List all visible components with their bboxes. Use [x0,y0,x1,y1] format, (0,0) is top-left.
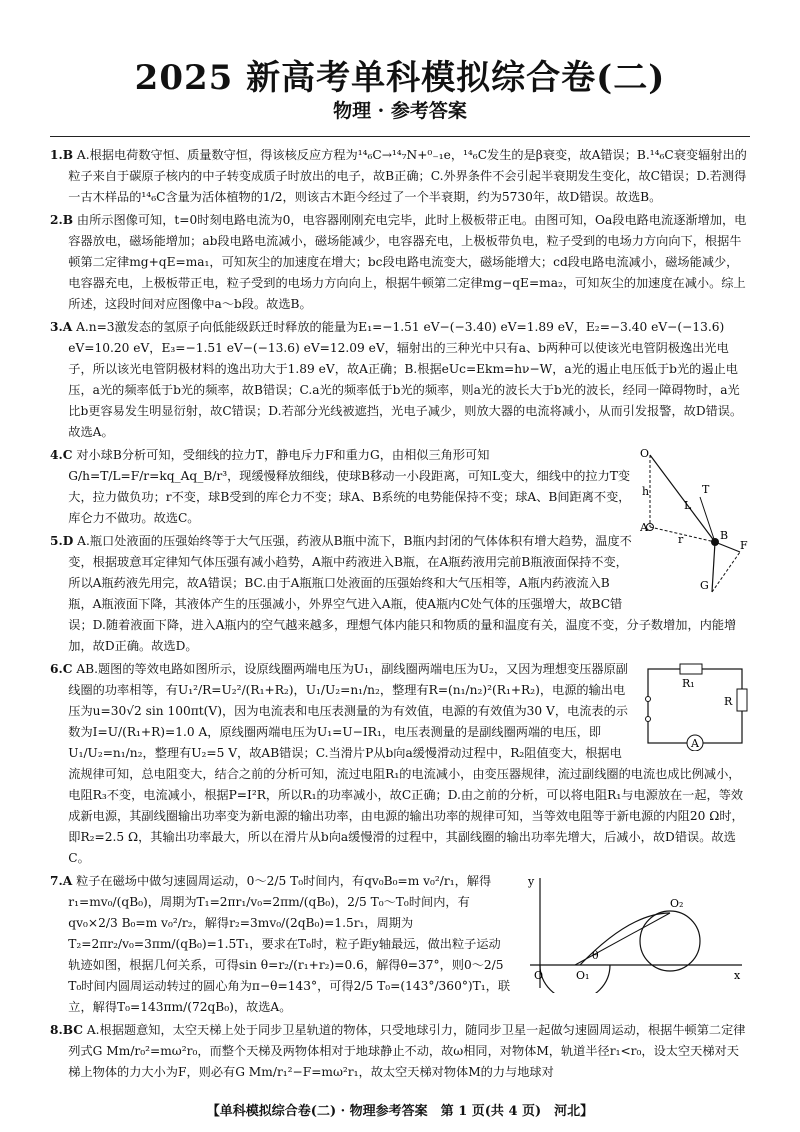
fig4-label-o: O [640,447,650,460]
answer-list [50,145,750,1085]
fig7-label-x: x [734,969,741,982]
fig7-label-y: y [528,875,535,888]
header-divider [50,136,750,137]
fig6-label-r: R [724,695,733,708]
figure-q4-triangle [640,447,750,597]
page-footer: 【单科模拟综合卷(二) · 物理参考答案 第 1 页(共 4 页) 河北】 [206,1104,594,1119]
line-ob [650,455,715,542]
resistor-r1 [680,664,702,674]
fig6-label-r1: R₁ [682,677,695,690]
line-gf [712,552,740,592]
answer-text: A.瓶口处液面的压强始终等于大气压强，药液从B瓶中流下，B瓶内封闭的气体体积有增大趋势，温度不变，根据玻意耳定律知气体压强有减小趋势，A瓶中药液进入B瓶，在A瓶药液用完前B瓶液面保持不变，所以A瓶药液先用完，故A错误；BC.由于A瓶瓶口处液面的压强始终和大气压相等，A瓶内药液流入B瓶，A瓶液面下降，其液体产生的压强减小，外界空气进入A瓶，使A瓶内C处气体的压强增大，故BC错误；D.随着液面下降，进入A瓶内的空气越来越多，理想气体内能只和物质的量和温度有关，温度不变，分子数增加，内能增加，故D正确。故选D。 [68,534,737,653]
answer-item-8 [50,1020,750,1083]
radius-line [575,913,670,965]
fig7-label-o2: O₂ [670,897,684,910]
answer-text: A.根据电荷数守恒、质量数守恒，得该核反应方程为¹⁴₆C→¹⁴₇N+⁰₋₁e，¹⁴₆C发生的是β衰变，故A错误；B.¹⁴₆C衰变辐射出的粒子来自于碳原子核内的中子转变成质子时放出的电子，故B正确；C.外界条件不会引起半衰期发生变化，故C错误；D.若测得一古木样品的¹⁴₆C含量为活体植物的1/2，则该古木距今经过了一个半衰期，约为5730年，故D错误。故选B。 [68,148,747,204]
answer-text: A.根据题意知，太空天梯上处于同步卫星轨道的物体，只受地球引力，随同步卫星一起做匀速圆周运动，根据牛顿第二定律列式G Mm/r₀²=mω²r₀，而整个天梯及两物体相对于地球静止不动，故ω相同，对物体M，轨道半径r₁<r₀，设太空天梯对天梯上物体的力大小为F，则必有G Mm/r₁²−F=mω²r₁，故太空天梯对物体M的力与地球对 [68,1023,746,1079]
answer-text: 由所示图像可知，t=0时刻电路电流为0，电容器刚刚充电完毕，此时上极板带正电。由图可知，Oa段电路电流逐渐增加，电容器放电，磁场能增加；ab段电路电流减小，磁场能减少，电容器充电，上极板带负电，粒子受到的电场力方向向下，根据牛顿第二定律mg+qE=ma₁，可知灰尘的加速度在增大；bc段电路电流变大，磁场能增大；cd段电路电流减小，磁场能减少，电容器充电，上极板带正电，粒子受到的电场力方向向上，根据牛顿第二定律mg−qE=ma₂，可知灰尘的加速度在减小。综上所述，这段时间对应图像中a～b段。故选B。 [68,213,747,311]
answer-item-2 [50,210,750,315]
fig4-label-g: G [700,579,709,592]
page-title: 2025 新高考单科模拟综合卷(二) [134,58,666,98]
answer-item-1 [50,145,750,208]
fig7-label-o1: O₁ [576,969,590,982]
fig7-label-o: O [534,969,544,982]
answer-number: 6.C [50,662,73,676]
force-f [715,542,740,552]
resistor-r [737,689,747,711]
fig7-label-theta: θ [592,949,599,962]
answer-number: 2.B [50,213,74,227]
fig4-label-l: L [684,499,692,512]
answer-text: A.n=3激发态的氢原子向低能级跃迁时释放的能量为E₁=−1.51 eV−(−3.40) eV=1.89 eV，E₂=−3.40 eV−(−13.6) eV=10.20 eV，E₃=−1.51 eV−(−13.6) eV=12.09 eV，辐射出的三种光中只有a、b两种可以使该光电管阴极逸出光电子，所以该光电管阴极材料的逸出功大于1.89 eV，故A正确；B.根据eUc=Ekm=hν−W，a光的遏止电压低于b光的遏止电压，a光的频率低于b光的频率，故B错误；C.a光的频率低于b光的频率，则a光的波长大于b光的波长，经同一障碍物时，a光比b更容易发生明显衍射，故C错误；D.若部分光线被遮挡，光电子减少，则放大器的电流将减小，从而引发报警，故D错误。故选A。 [68,320,743,439]
arc-r1 [540,965,610,993]
answer-number: 4.C [50,448,73,462]
answer-number: 7.A [50,874,73,888]
answer-text: AB.题图的等效电路如图所示，设原线圈两端电压为U₁，副线圈两端电压为U₂，又因为理想变压器原副线圈的功率相等，有U₁²/R=U₂²/(R₁+R₂)，U₁/U₂=n₁/n₂，整理有R=(n₁/n₂)²(R₁+R₂)，电源的输出电压为u=30√2 sin 100πt(V)，因为电流表和电压表测量的为有效值，电源的有效值为30 V，电流表的示数为I=U/(R₁+R)=1.0 A，原线圈两端电压为U₁=U−IR₁，电压表测量的是副线圈两端的电压，即U₁/U₂=n₁/n₂，整理有U₂=5 V，故AB错误；C.当滑片P从b向a缓慢滑动过程中，R₂阻值变大，根据电流规律可知，总电阻变大，结合之前的分析可知，流过电阻R₁的电流减小，由变压器规律，流过副线圈的电流也成比例减小，电阻R₃不变，电流减小，根据P=I²R，所以R₁的功率减小，故C正确；D.由之前的分析，可以将电阻R₁与电源放在一起，等效成新电源，其副线圈输出功率变为新电源的输出功率，由电源的输出功率的规律可知，当等效电阻等于新电源的内阻20 Ω时，即R₂=2.5 Ω，其输出功率最大，所以在滑片从b向a缓慢滑的过程中，其副线圈的输出功率先增大，后减小，故D错误。故选C。 [68,662,744,865]
answer-number: 1.B [50,148,74,162]
answer-number: 3.A [50,320,73,334]
fig4-label-t: T [702,483,710,496]
answer-text: 粒子在磁场中做匀速圆周运动，0～2/5 T₀时间内，有qv₀B₀=m v₀²/r₁，解得r₁=mv₀/(qB₀)，周期为T₁=2πr₁/v₀=2πm/(qB₀)，2/5 T₀～T₀时间内，有qv₀×2/3 B₀=m v₀²/r₂，解得r₂=3mv₀/(2qB₀)=1.5r₁，周期为T₂=2πr₂/v₀=3πm/(qB₀)=1.5T₁，要求在T₀时，粒子距y轴最远，做出粒子运动轨迹如图，根据几何关系，可得sin θ=r₂/(r₁+r₂)=0.6，解得θ=37°，则0～2/5 T₀时间内圆周运动转过的圆心角为π−θ=143°，可得2/5 T₀=(143°/360°)T₁，联立，解得T₀=143πm/(72qB₀)，故选A。 [68,874,511,1014]
circle-r2 [640,911,700,971]
fig6-label-a: A [691,737,699,750]
terminal-bottom [646,717,651,722]
answer-number: 8.BC [50,1023,83,1037]
fig4-label-b: B [720,529,729,542]
page-subtitle: 物理 · 参考答案 [333,100,467,122]
figure-q7-trajectory [520,873,750,993]
answer-text: 对小球B分析可知，受细线的拉力T，静电斥力F和重力G，由相似三角形可知G/h=T/L=F/r=kq_Aq_B/r³，现缓慢释放细线，使球B移动一小段距离，可知L变大，细线中的拉力T变大，拉力做负功；r不变，球B受到的库仑力不变；球A、B系统的电势能保持不变；球A、B间距离不变，库仑力不做功。故选C。 [68,448,631,525]
fig4-label-f: F [740,539,748,552]
fig4-label-r: r [678,533,684,546]
force-t [700,497,715,542]
answer-number: 5.D [50,534,74,548]
force-g [712,542,715,592]
figure-q6-circuit [640,661,750,751]
answer-item-3 [50,317,750,443]
fig4-label-a: A [640,521,648,534]
terminal-top [646,697,651,702]
fig4-label-h: h [642,485,650,498]
